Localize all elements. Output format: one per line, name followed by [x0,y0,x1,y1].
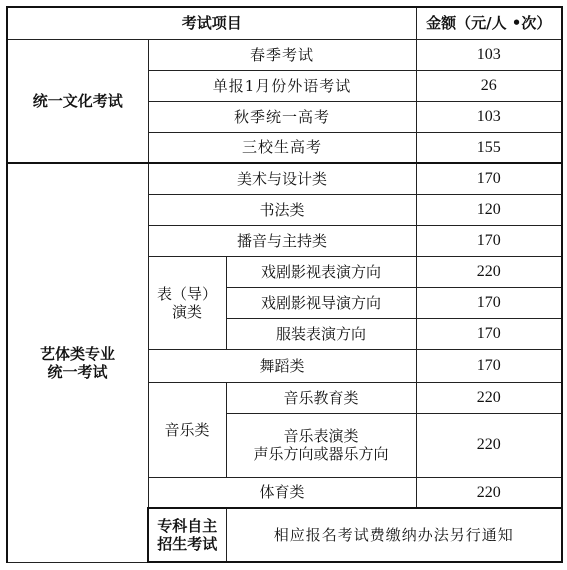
exam-name: 秋季统一高考 [148,101,416,132]
exam-name-music-performance [226,413,416,477]
exam-name: 播音与主持类 [148,225,416,256]
subgroup-perform-line1: 表（导） [156,284,217,303]
table-row [7,163,562,194]
exam-name: 美术与设计类 [148,163,416,194]
exam-name-line2: 声乐方向或器乐方向 [253,445,389,463]
exam-name: 春季考试 [148,39,416,70]
table-header-row [7,7,562,39]
group-culture: 统一文化考试 [7,39,148,163]
exam-amount: 170 [416,318,562,349]
exam-amount: 220 [416,413,562,477]
exam-amount: 155 [416,132,562,163]
fee-table-container [6,6,563,563]
subgroup-music: 音乐类 [148,382,226,477]
exam-amount: 103 [416,39,562,70]
special-note: 相应报名考试费缴纳办法另行通知 [226,508,562,562]
group-special [148,508,226,562]
exam-name: 三校生高考 [148,132,416,163]
exam-name-line1: 音乐表演类 [283,427,359,445]
table-row [7,39,562,70]
exam-name: 戏剧影视表演方向 [226,256,416,287]
group-special-line2: 招生考试 [157,535,218,553]
exam-name: 服装表演方向 [226,318,416,349]
exam-amount: 170 [416,225,562,256]
exam-amount: 26 [416,70,562,101]
exam-name: 舞蹈类 [148,349,416,382]
subgroup-perform [148,256,226,349]
exam-name: 单报1月份外语考试 [148,70,416,101]
group-art-line2: 统一考试 [47,362,108,381]
group-special-line1: 专科自主 [157,517,218,535]
exam-amount: 170 [416,287,562,318]
group-art-line1: 艺体类专业 [39,344,115,363]
header-amount: 金额（元/人 •次） [416,7,562,39]
exam-name: 戏剧影视导演方向 [226,287,416,318]
exam-amount: 103 [416,101,562,132]
group-art [7,163,148,562]
exam-amount: 170 [416,163,562,194]
exam-amount: 220 [416,256,562,287]
exam-fee-table [6,6,563,563]
exam-amount: 220 [416,477,562,508]
exam-amount: 220 [416,382,562,413]
exam-amount: 120 [416,194,562,225]
exam-name: 书法类 [148,194,416,225]
exam-amount: 170 [416,349,562,382]
subgroup-perform-line2: 演类 [171,302,202,321]
exam-name: 音乐教育类 [226,382,416,413]
header-item: 考试项目 [7,7,416,39]
exam-name: 体育类 [148,477,416,508]
